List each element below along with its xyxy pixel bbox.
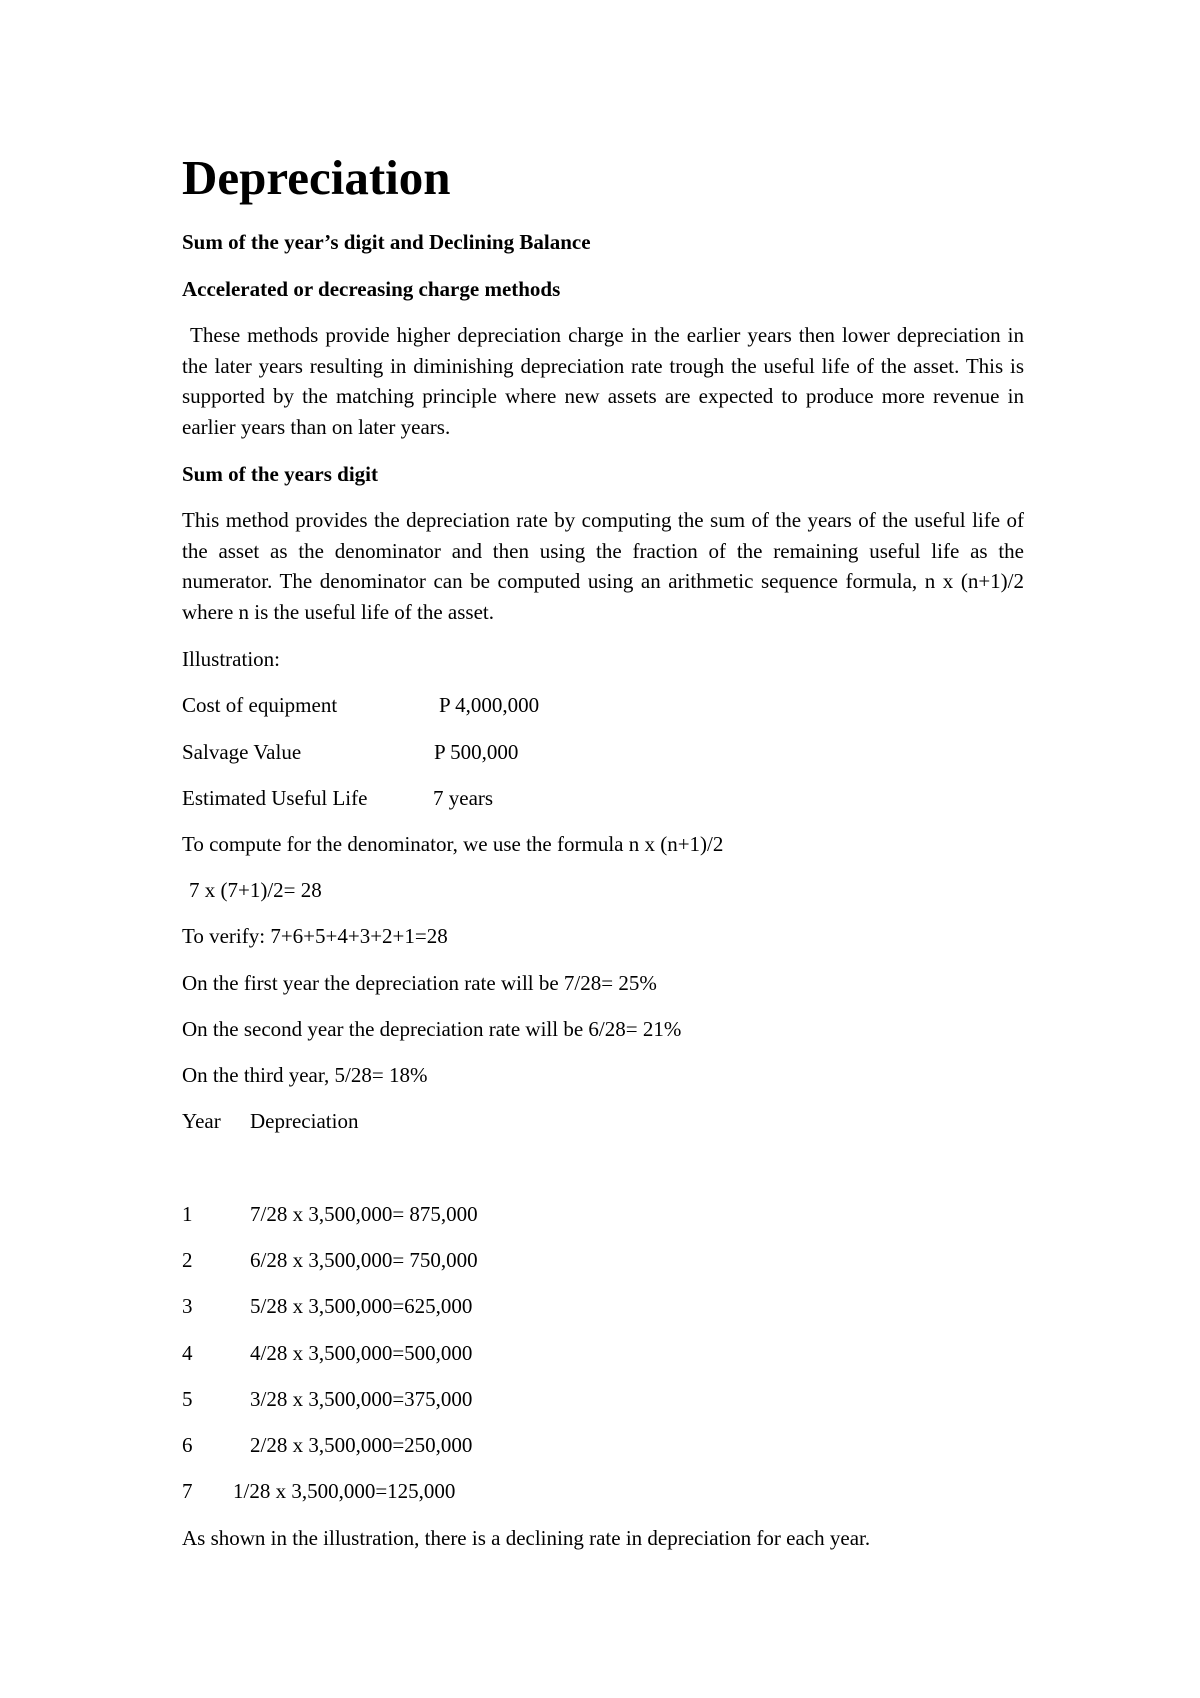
- item-label: Estimated Useful Life: [182, 786, 368, 810]
- row-year: 4: [182, 1341, 193, 1365]
- row-year: 6: [182, 1433, 193, 1457]
- formula-result: 7 x (7+1)/2= 28: [189, 878, 322, 902]
- row-calc: 1/28 x 3,500,000=125,000: [233, 1479, 456, 1503]
- section-paragraph-syd: This method provides the depreciation rate by computing the sum of the years of the useful life of the asset as the denominator and then using the fraction of the remaining useful life as the numerator. The denominator can be computed using an arithmetic sequence formula, n x (n+1)/2 where n is the useful life of the asset.: [182, 508, 1024, 624]
- rate-line: On the second year the depreciation rate will be 6/28= 21%: [182, 1017, 682, 1041]
- row-calc: 3/28 x 3,500,000=375,000: [250, 1387, 473, 1411]
- illustration-item: [182, 690, 1024, 720]
- section-heading-syd: Sum of the years digit: [182, 462, 378, 486]
- row-year: 7: [182, 1479, 193, 1503]
- col-year-header: Year: [182, 1109, 221, 1133]
- verify-line: To verify: 7+6+5+4+3+2+1=28: [182, 924, 448, 948]
- row-year: 5: [182, 1387, 193, 1411]
- page-title: Depreciation: [182, 150, 451, 205]
- rate-line: On the third year, 5/28= 18%: [182, 1063, 428, 1087]
- rate-line: On the first year the depreciation rate will be 7/28= 25%: [182, 971, 657, 995]
- section-paragraph-accelerated: These methods provide higher depreciation charge in the earlier years then lower depreciation in the later years resulting in diminishing depreciation rate trough the useful life of the asset. This is supported by the matching principle where new assets are expected to produce more revenue in earlier years than on later years.: [182, 323, 1024, 439]
- illustration-item: [182, 737, 1024, 767]
- row-year: 3: [182, 1294, 193, 1318]
- subtitle: Sum of the year’s digit and Declining Balance: [182, 230, 591, 254]
- row-year: 2: [182, 1248, 193, 1272]
- item-value: P 500,000: [434, 740, 519, 764]
- item-value: 7 years: [433, 786, 494, 810]
- item-label: Cost of equipment: [182, 693, 338, 717]
- illustration-item: [182, 783, 1024, 813]
- row-year: 1: [182, 1202, 193, 1226]
- row-calc: 4/28 x 3,500,000=500,000: [250, 1341, 473, 1365]
- row-calc: 5/28 x 3,500,000=625,000: [250, 1294, 473, 1318]
- col-depreciation-header: Depreciation: [250, 1109, 359, 1133]
- row-calc: 7/28 x 3,500,000= 875,000: [250, 1202, 478, 1226]
- section-heading-accelerated: Accelerated or decreasing charge methods: [182, 277, 561, 301]
- conclusion: As shown in the illustration, there is a declining rate in depreciation for each year.: [182, 1526, 871, 1550]
- row-calc: 6/28 x 3,500,000= 750,000: [250, 1248, 478, 1272]
- illustration-label: Illustration:: [182, 647, 280, 671]
- formula-intro: To compute for the denominator, we use the formula n x (n+1)/2: [182, 832, 724, 856]
- table-header: [182, 1106, 1024, 1136]
- item-label: Salvage Value: [182, 740, 302, 764]
- item-value: P 4,000,000: [439, 693, 540, 717]
- row-calc: 2/28 x 3,500,000=250,000: [250, 1433, 473, 1457]
